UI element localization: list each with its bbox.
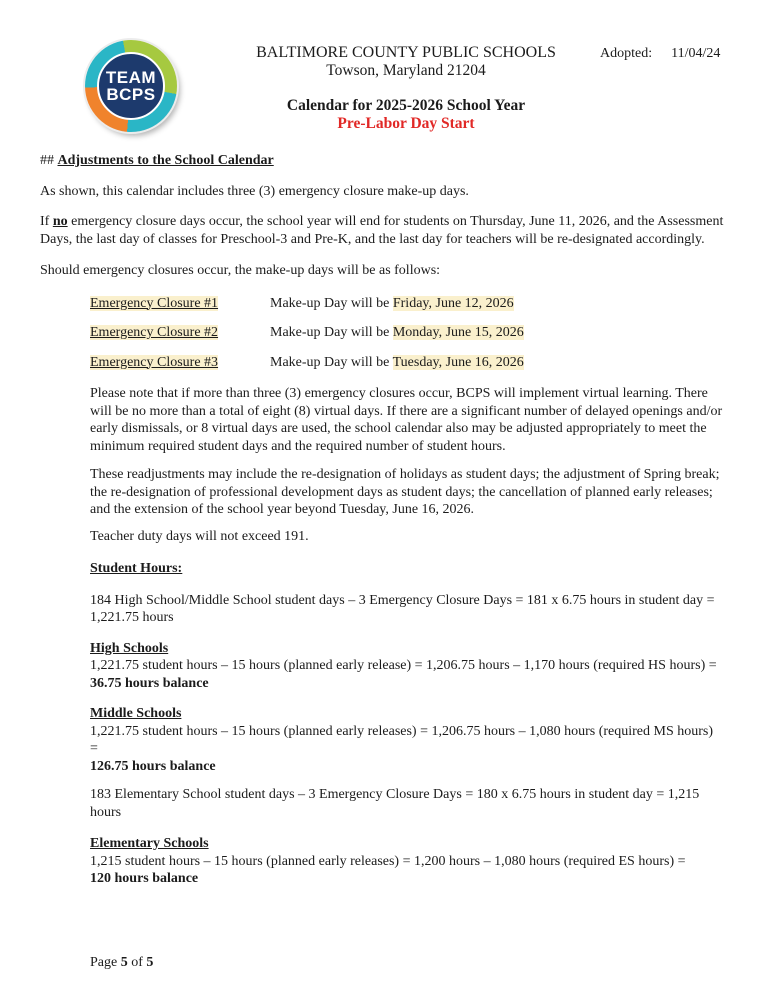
closure-2-label: Emergency Closure #2 [90, 325, 219, 340]
school-name: BALTIMORE COUNTY PUBLIC SCHOOLS [256, 44, 556, 61]
calendar-subtitle: Pre-Labor Day Start [337, 114, 475, 132]
paragraph-intro: As shown, this calendar includes three (3) emergency closure make-up days. [40, 183, 469, 199]
closure-row [90, 324, 724, 342]
group-elementary-schools [90, 835, 724, 888]
paragraph-should-occur: Should emergency closures occur, the make-up days will be as follows: [40, 263, 441, 278]
closure-3-prefix: Make-up Day will be [270, 354, 393, 370]
bcps-logo-center [97, 52, 165, 120]
bcps-logo-icon [85, 40, 177, 132]
group-name: Elementary Schools [90, 836, 209, 851]
closure-3-date: Tuesday, June 16, 2026 [392, 354, 524, 370]
closure-1-prefix: Make-up Day will be [270, 295, 393, 311]
no-closure-prefix: If [40, 214, 53, 229]
page-number: 5 [120, 954, 128, 970]
closure-1-text [270, 295, 514, 313]
school-address: Towson, Maryland 21204 [326, 61, 486, 79]
group-middle-schools [90, 705, 724, 775]
group-balance: 126.75 hours balance [90, 758, 216, 774]
closure-2-text [270, 324, 524, 342]
paragraph-no-closure [40, 213, 724, 248]
closure-2-date: Monday, June 15, 2026 [392, 325, 524, 340]
group-balance: 36.75 hours balance [90, 675, 209, 691]
no-closure-rest: emergency closure days occur, the school year will end for students on Thursday, June 11, 2026, and the Assessment Days, the last day of classes for Preschool-3 and Pre-K, and the last day for teachers will be re-designated accordingly. [40, 214, 724, 247]
group-high-schools [90, 640, 724, 693]
calendar-title: Calendar for 2025-2026 School Year [286, 97, 526, 114]
group-formula: 1,221.75 student hours – 15 hours (planned early release) = 1,206.75 hours – 1,170 hours (required HS hours) = [90, 658, 717, 673]
page-word: Page [90, 954, 118, 970]
group-formula: 1,215 student hours – 15 hours (planned early releases) = 1,200 hours – 1,080 hours (required ES hours) = [90, 853, 686, 869]
adopted-block [600, 46, 720, 62]
closure-3-text [270, 354, 524, 372]
note-teacher-duty: Teacher duty days will not exceed 191. [90, 528, 309, 544]
heading-prefix: ## [40, 153, 54, 168]
closure-row [90, 295, 724, 313]
group-formula: 1,221.75 student hours – 15 hours (planned early releases) = 1,206.75 hours – 1,080 hours (required MS hours) = [90, 723, 714, 756]
closure-1-date: Friday, June 12, 2026 [392, 295, 514, 311]
logo-line1: TEAM [105, 68, 157, 87]
closure-row [90, 354, 724, 372]
adopted-date: 11/04/24 [671, 46, 721, 61]
closure-1-label: Emergency Closure #1 [90, 295, 219, 311]
adopted-label: Adopted: [600, 46, 653, 61]
group-name: High Schools [90, 640, 169, 656]
logo-line2: BCPS [106, 85, 156, 104]
hs-ms-calc-result: 1,221.75 hours [90, 610, 174, 625]
group-balance: 120 hours balance [90, 871, 199, 886]
hs-ms-calc-line: 184 High School/Middle School student days – 3 Emergency Closure Days = 181 x 6.75 hours in student day = [90, 592, 715, 608]
group-name: Middle Schools [90, 706, 182, 721]
heading-text: Adjustments to the School Calendar [57, 153, 274, 168]
total-pages: 5 [146, 954, 154, 970]
hs-ms-calc [90, 592, 724, 627]
closure-label-cell [90, 295, 270, 313]
header-title-block [206, 44, 606, 132]
document-body [40, 152, 724, 971]
page-footer [90, 954, 724, 972]
es-calc-line: 183 Elementary School student days – 3 Emergency Closure Days = 180 x 6.75 hours in student day = 1,215 hours [90, 787, 700, 820]
of-word: of [131, 954, 143, 970]
closure-2-prefix: Make-up Day will be [270, 325, 393, 340]
section-heading [40, 152, 724, 170]
closure-label-cell [90, 354, 270, 372]
no-closure-emphasis: no [52, 214, 68, 229]
student-hours-heading: Student Hours: [90, 561, 183, 576]
note-virtual-learning: Please note that if more than three (3) emergency closures occur, BCPS will implement virtual learning. There will be no more than a total of eight (8) virtual days. If there are a significant number of delayed openings and/or early dismissals, or 8 virtual days are used, the school calendar also may be adjusted appropriately to meet the minimum required student days and the required number of student hours. [90, 386, 723, 454]
page-header [0, 0, 768, 150]
closure-3-label: Emergency Closure #3 [90, 354, 219, 370]
closure-label-cell [90, 324, 270, 342]
note-readjustments: These readjustments may include the re-designation of holidays as student days; the adjustment of Spring break; the re-designation of professional development days as student days; the cancellation of planned early releases; and the extension of the school year beyond Tuesday, June 16, 2026. [90, 467, 720, 517]
